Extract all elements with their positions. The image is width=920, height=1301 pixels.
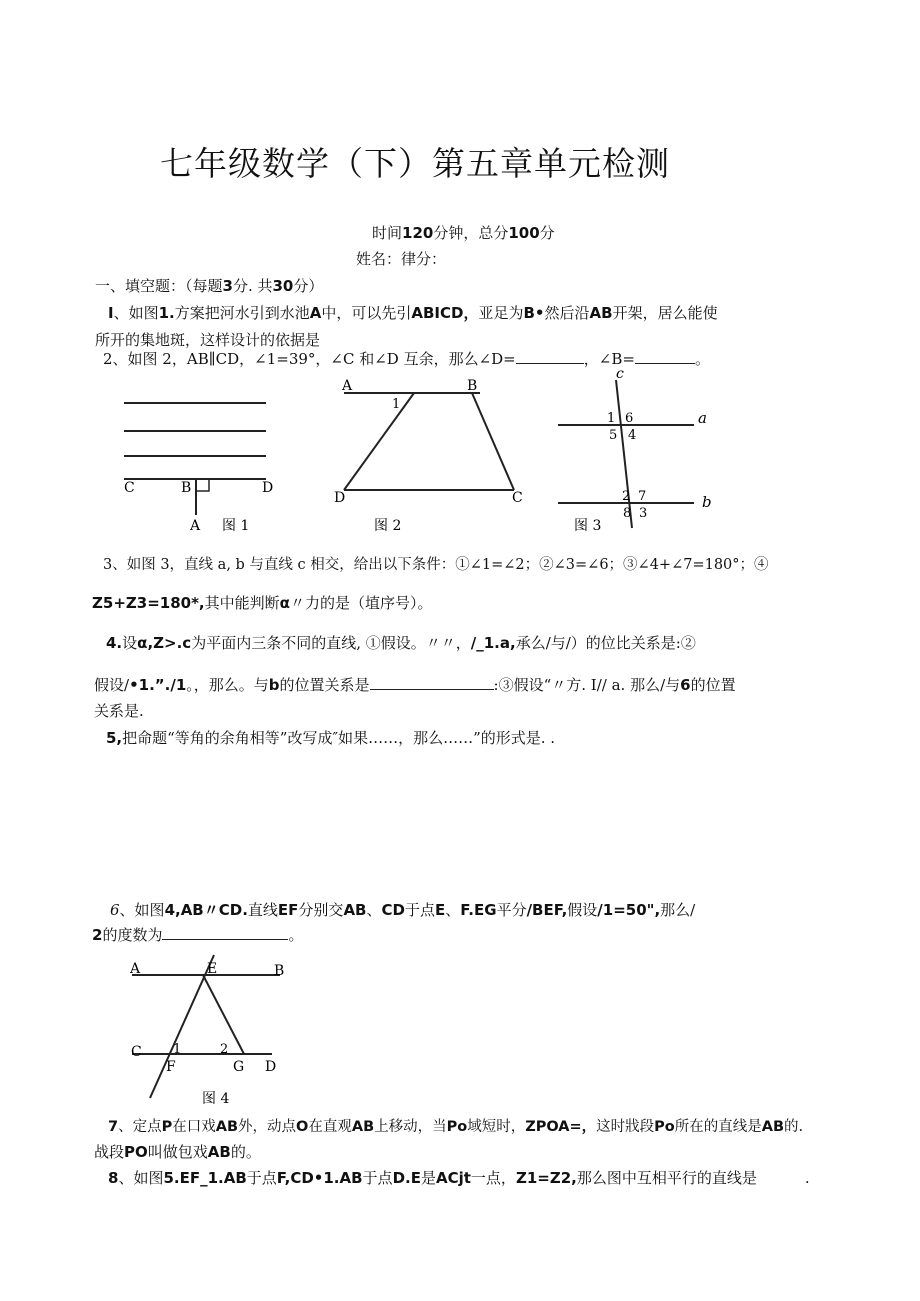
fig2-label-a: A <box>342 378 353 394</box>
fig1-caption: 图 1 <box>222 518 250 534</box>
fig3-label-b: b <box>702 493 712 511</box>
fig3-angle-7: 7 <box>638 489 647 504</box>
fig4-angle-2: 2 <box>220 1042 229 1057</box>
question-6-line2: 2的度数为 。 <box>92 926 304 944</box>
section-heading: 一、填空题：（每题3分. 共30分） <box>95 277 324 295</box>
fig4-label-b: B <box>274 963 285 979</box>
fig3-angle-8: 8 <box>623 506 632 521</box>
question-4-line2: 假设/•1.”./1。，那么。与b的位置关系是 :③假设“〃方. I// a. 那么/与6的位置 <box>94 676 736 694</box>
fig4-label-e: E <box>207 961 218 977</box>
figures-1-3 <box>0 360 920 540</box>
fig4-label-f: F <box>166 1059 176 1075</box>
question-8: 8、如图5.EF_1.AB于点F,CD•1.AB于点D.E是ACjt一点，Z1=Z2,那么图中互相平行的直线是 . <box>108 1169 810 1187</box>
figure-1 <box>124 403 266 515</box>
question-4-line3: 关系是. <box>94 702 144 720</box>
fig2-label-1: 1 <box>392 397 401 412</box>
fig4-angle-1: 1 <box>173 1042 182 1057</box>
fig2-label-c: C <box>512 490 523 506</box>
fig1-label-a: A <box>190 518 201 534</box>
question-1-line2: 所开的集地斑，这样设计的依据是 <box>95 331 321 349</box>
name-score-line: 姓名：律分： <box>356 250 447 268</box>
fig3-angle-4: 4 <box>628 428 637 443</box>
fig1-label-b: B <box>181 480 192 496</box>
question-3-line2: Z5+Z3=180*,其中能判断α〃力的是（埴序号）。 <box>92 594 433 612</box>
fig3-label-a: a <box>698 409 707 427</box>
page-title: 七年级数学（下）第五章单元检测 <box>160 144 670 183</box>
question-4: 4.设α,Z>.c为平面内三条不同的直线, ①假设。〃〃，/_1.a,承么/与/）的位比关系是:② <box>106 634 696 652</box>
exam-time-score: 时间120分钟，总分100分 <box>372 224 555 242</box>
fig1-label-c: C <box>124 480 135 496</box>
fig1-label-d: D <box>262 480 274 496</box>
fig3-caption: 图 3 <box>574 518 602 534</box>
question-7-line2: 战段PO叫做包戏AB的。 <box>94 1143 261 1161</box>
fig3-label-c: c <box>616 366 624 382</box>
question-2: 2、如图 2，AB∥CD，∠1=39°，∠C 和∠D 互余，那么∠D= ，∠B= 。 <box>103 350 710 368</box>
fig3-angle-2: 2 <box>622 489 631 504</box>
question-6: 6、如图4,AB〃CD.直线EF分别交AB、CD于点E、F.EG平分/BEF,假设/1=50",那么/ <box>110 901 696 919</box>
fig4-label-a: A <box>130 961 141 977</box>
fig3-angle-3: 3 <box>639 506 648 521</box>
fig3-angle-6: 6 <box>625 411 634 426</box>
question-5: 5,把命题“等角的余角相等”改写成″如果……，那么……”的形式是. . <box>106 729 556 747</box>
fig3-angle-5: 5 <box>609 428 618 443</box>
question-3: 3、如图 3，直线 a, b 与直线 c 相交，给出以下条件：①∠1=∠2；②∠3=∠6；③∠4+∠7=180°；④ <box>103 557 769 573</box>
fig2-caption: 图 2 <box>374 518 402 534</box>
question-1: I、如图1.方案把河水引到水池A中，可以先引ABICD，亚足为B•然后沿AB开架，居么能使 <box>108 304 718 322</box>
question-7: 7、定点P在口戏AB外，动点O在直观AB上移动，当Po域短时，ZPOA=，这时戕段Po所在的直线是AB的. <box>108 1119 804 1135</box>
fig2-label-d: D <box>334 490 346 506</box>
figure-4 <box>0 950 920 1110</box>
fig4-label-g: G <box>233 1059 245 1075</box>
fig3-angle-1: 1 <box>607 411 616 426</box>
fig2-label-b: B <box>467 378 478 394</box>
figure-2 <box>344 393 514 490</box>
answer-blank[interactable] <box>162 925 288 940</box>
fig4-label-c: C <box>131 1044 142 1060</box>
fig4-label-d: D <box>265 1059 277 1075</box>
answer-blank[interactable] <box>370 675 494 690</box>
fig4-caption: 图 4 <box>202 1091 230 1107</box>
